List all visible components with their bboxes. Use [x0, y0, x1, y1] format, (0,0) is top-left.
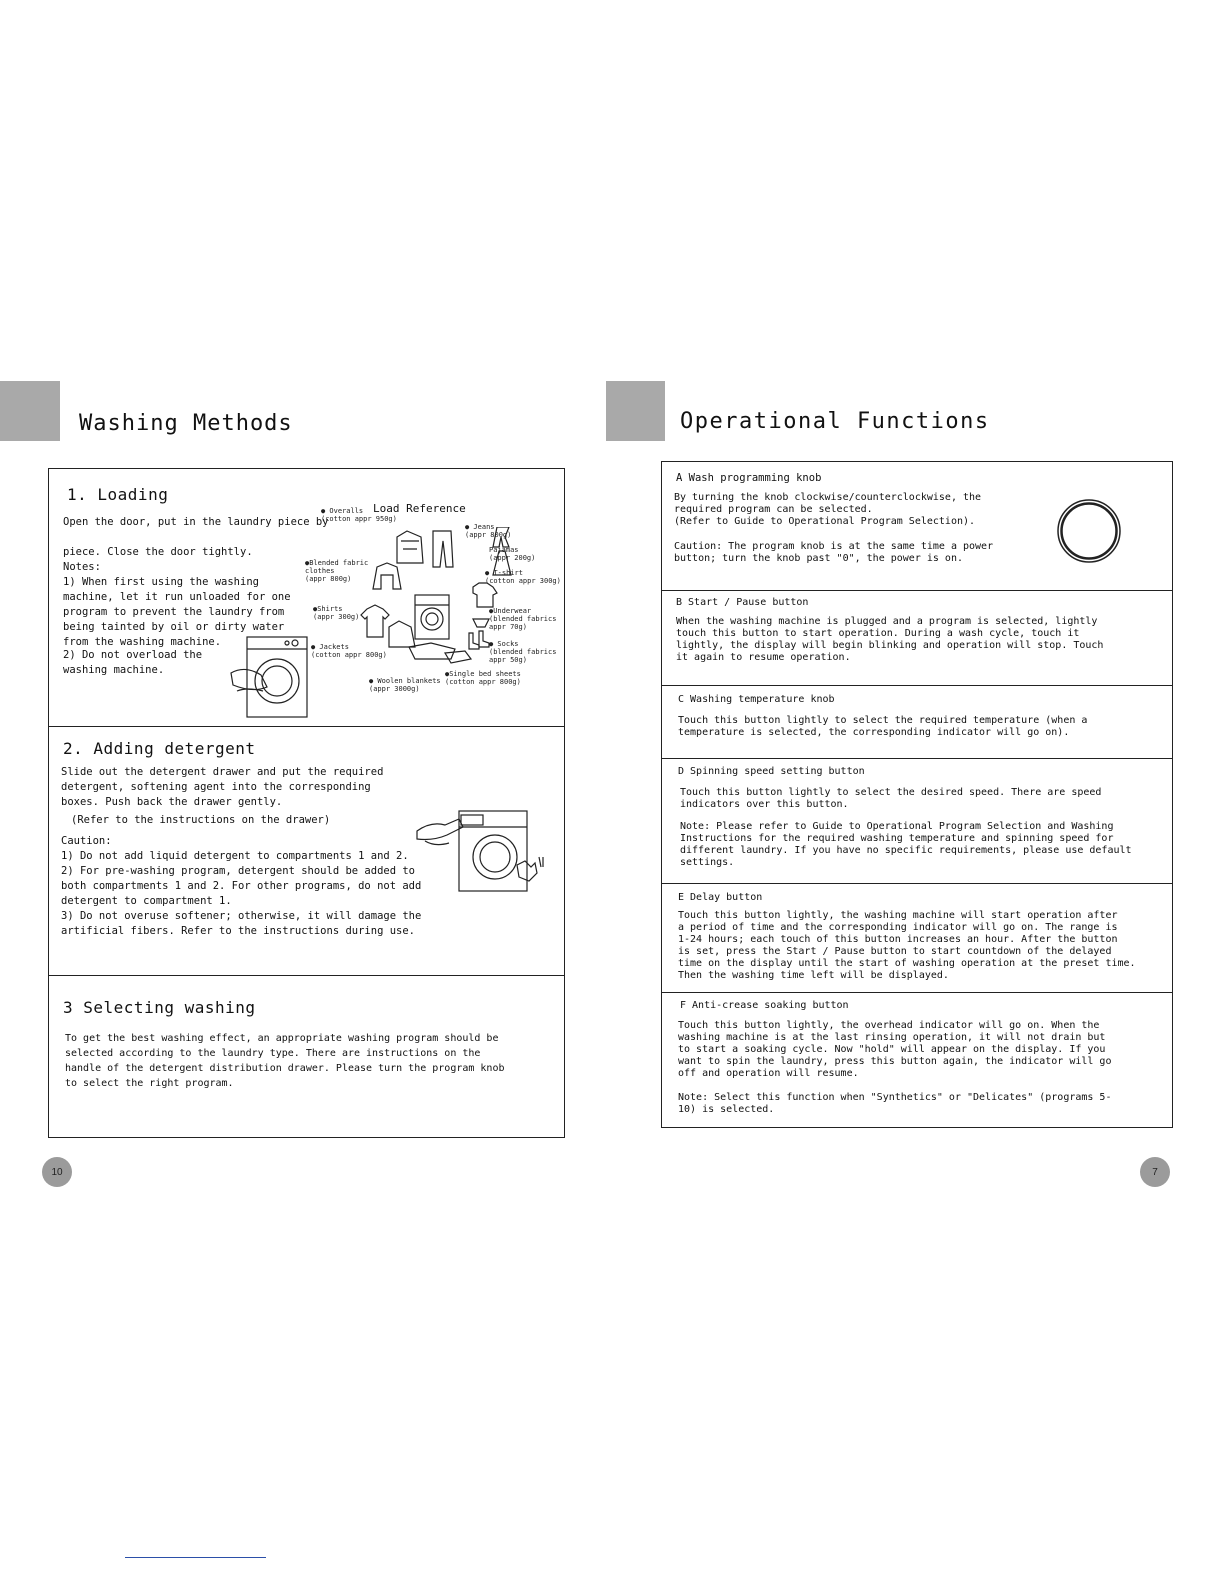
right-section-tab: [606, 381, 665, 441]
section-e-body: Touch this button lightly, the washing machine will start operation after a period of time and the corresponding indicator will go on. The range is 1-24 hours; each touch of this button increases an hour. After the button is set, press the Start / Pause button to start countdown of the delayed time on the display until the start of washing operation at the preset time. Then the washing time left will be displayed.: [678, 910, 1136, 981]
left-section-tab: [0, 381, 60, 441]
section-a-title: A Wash programming knob: [676, 472, 822, 484]
woolen-label: ● Woolen blankets (appr 3000g): [369, 677, 441, 693]
loading-title: 1. Loading: [67, 485, 169, 504]
loading-section: [49, 469, 564, 727]
section-d-title: D Spinning speed setting button: [678, 766, 865, 777]
section-d-body: Touch this button lightly to select the desired speed. There are speed indicators over this button.: [680, 787, 1102, 810]
detergent-refer: (Refer to the instructions on the drawer): [71, 814, 331, 826]
section-f-note: Note: Select this function when "Synthetics" or "Delicates" (programs 5- 10) is selected.: [678, 1092, 1112, 1115]
underwear-label: ●Underwear (blended fabrics appr 70g): [489, 607, 557, 631]
tshirt-label: ● T-shirt (cotton appr 300g): [485, 569, 561, 585]
left-page-heading: Washing Methods: [79, 411, 293, 436]
jeans-label: ● Jeans (appr 800g): [465, 523, 512, 539]
overalls-label: ● Overalls (cotton appr 950g): [321, 507, 397, 523]
detergent-title: 2. Adding detergent: [63, 739, 256, 758]
section-c: [662, 686, 1172, 759]
detergent-body: Slide out the detergent drawer and put the required detergent, softening agent into the corresponding boxes. Push back the drawer gently.: [61, 766, 384, 808]
bedsheets-label: ●Single bed sheets (cotton appr 800g): [445, 670, 521, 686]
selecting-title: 3 Selecting washing: [63, 998, 256, 1017]
program-knob-icon: [1056, 498, 1122, 564]
section-b-title: B Start / Pause button: [676, 597, 809, 608]
section-c-title: C Washing temperature knob: [678, 694, 835, 705]
detergent-drawer-illustration: [415, 797, 545, 897]
section-f-title: F Anti-crease soaking button: [680, 1000, 849, 1011]
section-c-body: Touch this button lightly to select the required temperature (when a temperature is selected, the corresponding indicator will go on).: [678, 715, 1088, 738]
loading-note-overload: 2) Do not overload the washing machine.: [63, 649, 203, 676]
laundry-items-illustration: [349, 527, 519, 677]
section-b: [662, 591, 1172, 686]
detergent-caution: Caution: 1) Do not add liquid detergent to compartments 1 and 2. 2) For pre-washing program, detergent should be added to both compartments 1 and 2. For other programs, do not add detergent to compartment 1. 3) Do not overuse softener; otherwise, it will damage the artificial fibers. Refer to the instructions during use.: [61, 835, 422, 937]
section-b-body: When the washing machine is plugged and a program is selected, lightly touch this button to start operation. During a wash cycle, touch it lightly, the display will begin blinking and operation will stop. Touch it again to resume operation.: [676, 616, 1104, 663]
section-d-note: Note: Please refer to Guide to Operational Program Selection and Washing Instructions for the required washing temperature and spinning speed for different laundry. If you have no specific requirements, please use default settings.: [680, 821, 1132, 868]
footer-link-line: [125, 1557, 266, 1558]
section-a: [662, 462, 1172, 591]
detergent-section: [49, 727, 564, 976]
jackets-label: ● Jackets (cotton appr 800g): [311, 643, 387, 659]
section-a-body: By turning the knob clockwise/counterclockwise, the required program can be selected. (Refer to Guide to Operational Program Selection).: [674, 492, 982, 527]
shirts-label: ●Shirts (appr 300g): [313, 605, 360, 621]
pajamas-label: Pajamas (appr 200g): [489, 546, 536, 562]
loading-machine-illustration: [229, 633, 309, 721]
blended-label: ●Blended fabric clothes (appr 800g): [305, 559, 369, 583]
right-page-heading: Operational Functions: [680, 409, 990, 434]
loading-body: Open the door, put in the laundry piece by piece. Close the door tightly. Notes: 1) When first using the washing machine, let it run unloaded for one program to prevent the laundry from being tainted by oil or dirty water from the washing machine.: [63, 516, 329, 648]
section-e: [662, 884, 1172, 993]
left-page-number: 10: [42, 1157, 72, 1187]
operational-functions-box: [661, 461, 1173, 1128]
section-f-body: Touch this button lightly, the overhead indicator will go on. When the washing machine is at the last rinsing operation, it will not drain but to start a soaking cycle. Now "hold" will appear on the display. If you want to spin the laundry, press this button again, the indicator will go off and operation will resume.: [678, 1020, 1112, 1079]
section-d: [662, 759, 1172, 884]
section-a-caution: Caution: The program knob is at the same time a power button; turn the knob past "0", the power is on.: [674, 541, 994, 564]
section-f: [662, 993, 1172, 1129]
right-page-number: 7: [1140, 1157, 1170, 1187]
socks-label: ● Socks (blended fabrics appr 50g): [489, 640, 557, 664]
section-e-title: E Delay button: [678, 892, 763, 903]
selecting-section: [49, 976, 564, 1138]
selecting-body: To get the best washing effect, an appropriate washing program should be selected according to the laundry type. There are instructions on the handle of the detergent distribution drawer. Please turn the program knob to select the right program.: [65, 1033, 505, 1089]
load-reference-title: Load Reference: [373, 502, 466, 515]
washing-methods-box: [48, 468, 565, 1138]
